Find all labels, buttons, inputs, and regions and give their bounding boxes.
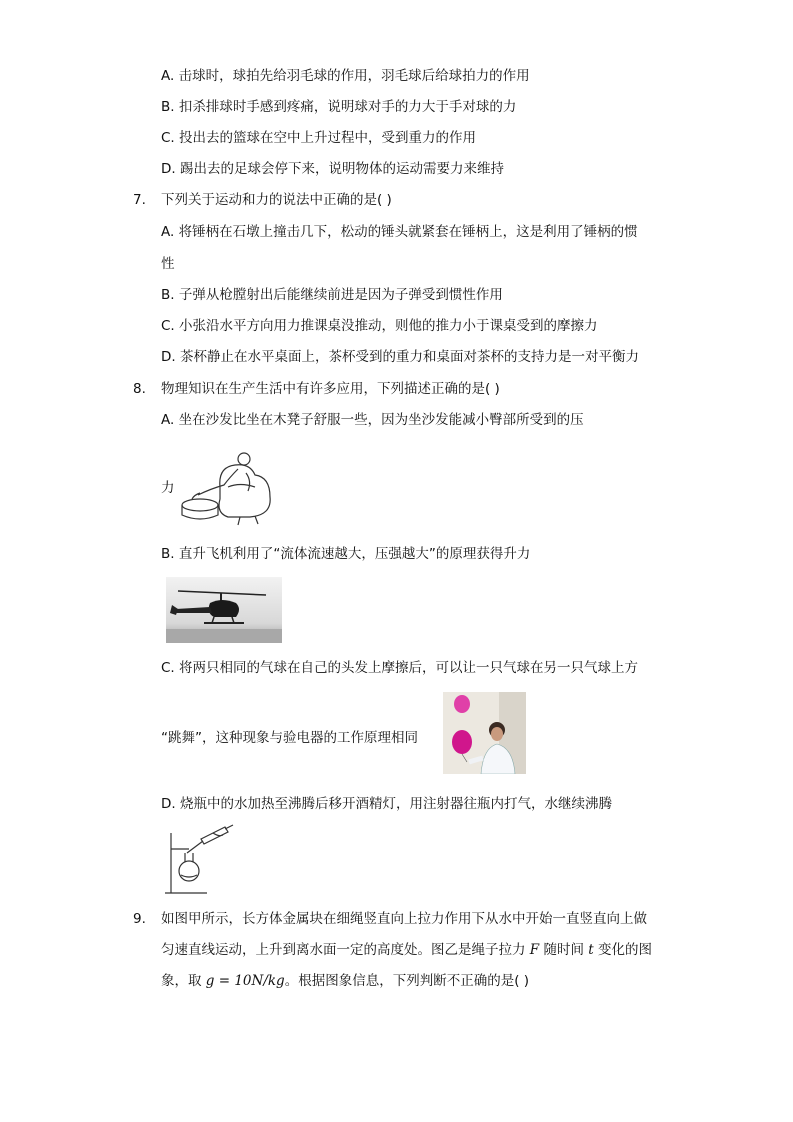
q9-number: 9.	[133, 911, 146, 927]
q9-line3-part-a: 象，取	[161, 973, 202, 989]
balloon-photo	[443, 692, 526, 774]
q6-option-d: D. 踢出去的足球会停下来，说明物体的运动需要力来维持	[161, 161, 504, 177]
q8-option-a-line1: A. 坐在沙发比坐在木凳子舒服一些，因为坐沙发能减小臀部所受到的压	[161, 412, 584, 428]
q7-option-c: C. 小张沿水平方向用力推课桌没推动，则他的推力小于课桌受到的摩擦力	[161, 318, 598, 334]
q9-line2-part-a: 匀速直线运动，上升到离水面一定的高度处。图乙是绳子拉力	[161, 942, 526, 958]
q6-option-c: C. 投出去的篮球在空中上升过程中，受到重力的作用	[161, 130, 477, 146]
q8-number: 8.	[133, 381, 146, 397]
q7-stem: 下列关于运动和力的说法中正确的是( )	[161, 192, 392, 208]
q7-option-b: B. 子弹从枪膛射出后能继续前进是因为子弹受到惯性作用	[161, 287, 503, 303]
q7-option-a-line1: A. 将锤柄在石墩上撞击几下，松动的锤头就紧套在锤柄上，这是利用了锤柄的惯	[161, 224, 638, 240]
q8-stem: 物理知识在生产生活中有许多应用，下列描述正确的是( )	[161, 381, 500, 397]
q6-option-a: A. 击球时，球拍先给羽毛球的作用，羽毛球后给球拍力的作用	[161, 68, 530, 84]
q8-option-c-line1: C. 将两只相同的气球在自己的头发上摩擦后，可以让一只气球在另一只气球上方	[161, 660, 639, 676]
sofa-figure	[180, 447, 280, 527]
q6-option-b: B. 扣杀排球时手感到疼痛，说明球对手的力大于手对球的力	[161, 99, 517, 115]
q7-number: 7.	[133, 192, 146, 208]
q8-option-b: B. 直升飞机利用了“流体流速越大，压强越大”的原理获得升力	[161, 546, 531, 562]
helicopter-figure	[166, 577, 282, 643]
q9-line1: 如图甲所示，长方体金属块在细绳竖直向上拉力作用下从水中开始一直竖直向上做	[161, 911, 647, 927]
q7-option-d: D. 茶杯静止在水平桌面上，茶杯受到的重力和桌面对茶杯的支持力是一对平衡力	[161, 349, 639, 365]
q8-option-d: D. 烧瓶中的水加热至沸腾后移开酒精灯，用注射器往瓶内打气，水继续沸腾	[161, 796, 612, 812]
q9-var-f: F	[529, 942, 540, 958]
q9-line2-part-b: 随时间	[543, 942, 584, 958]
q7-option-a-line2: 性	[161, 256, 175, 272]
q8-option-c-line2: “跳舞”，这种现象与验电器的工作原理相同	[161, 730, 418, 746]
flask-apparatus-figure	[163, 823, 235, 897]
q8-option-a-line2: 力	[161, 480, 175, 496]
q9-line2-part-c: 变化的图	[598, 942, 652, 958]
q9-line3-part-b: 。根据图象信息，下列判断不正确的是( )	[284, 973, 530, 989]
q9-line2	[161, 941, 652, 959]
q9-line3	[161, 972, 529, 990]
q9-formula: g = 10N/kg	[205, 973, 285, 989]
q9-var-t: t	[588, 942, 594, 958]
